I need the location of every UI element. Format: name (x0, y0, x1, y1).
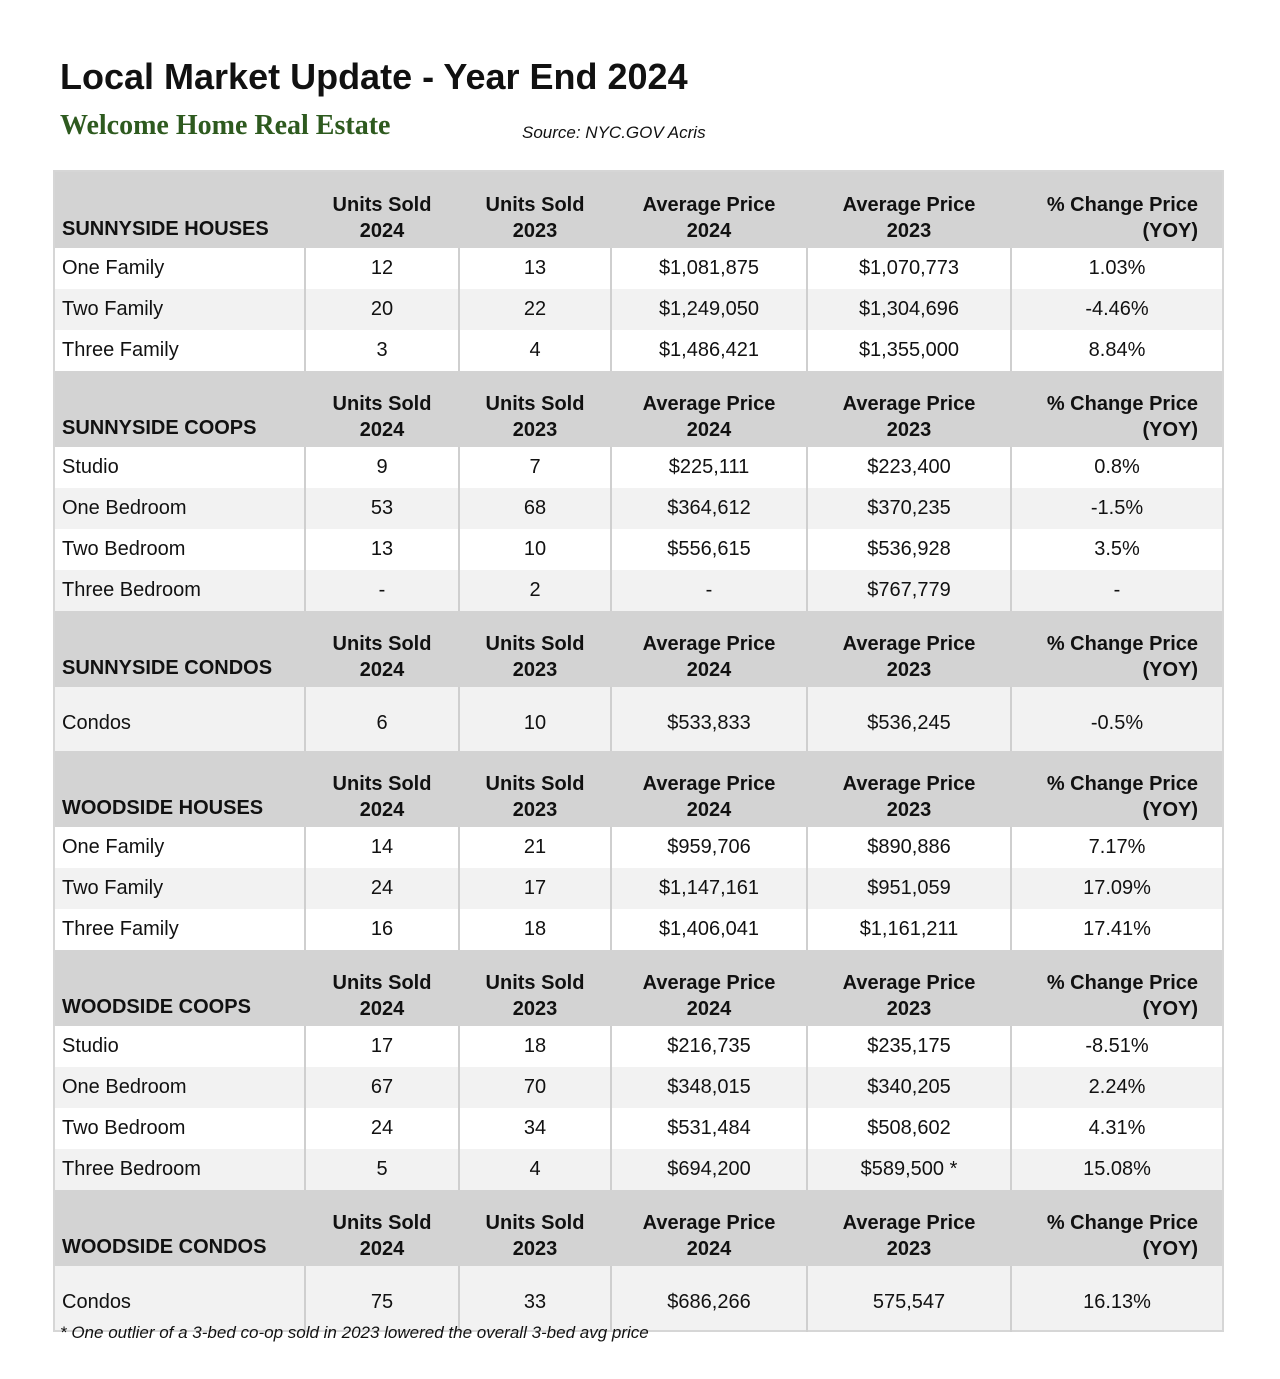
units-sold-2023: 10 (459, 529, 611, 570)
column-header-line: Units Sold (332, 633, 432, 655)
units-sold-2024: 24 (305, 868, 459, 909)
average-price-2024: - (611, 570, 807, 611)
column-header-line: Average Price (642, 393, 776, 415)
column-header-line: (YOY) (1142, 1238, 1198, 1260)
column-header-line: % Change Price (1046, 633, 1198, 655)
units-sold-2023: 10 (459, 687, 611, 751)
column-header-units-2023 (459, 950, 611, 1026)
column-header-avg-2023 (807, 751, 1011, 827)
average-price-2024: $216,735 (611, 1026, 807, 1067)
change-price-yoy: 16.13% (1011, 1266, 1223, 1331)
column-header-line: Average Price (842, 1212, 976, 1234)
average-price-2023: $223,400 (807, 447, 1011, 488)
units-sold-2024: 13 (305, 529, 459, 570)
units-sold-2023: 70 (459, 1067, 611, 1108)
column-header-line: 2024 (686, 419, 732, 441)
column-header-avg-2024 (611, 1190, 807, 1266)
change-price-yoy: 15.08% (1011, 1149, 1223, 1190)
column-header-line: (YOY) (1142, 419, 1198, 441)
section-title: WOODSIDE HOUSES (54, 751, 305, 827)
row-label: Condos (54, 687, 305, 751)
units-sold-2024: 17 (305, 1026, 459, 1067)
column-header-line: 2024 (686, 659, 732, 681)
average-price-2023: $508,602 (807, 1108, 1011, 1149)
column-header-line: % Change Price (1046, 773, 1198, 795)
change-price-yoy: 1.03% (1011, 248, 1223, 289)
units-sold-2023: 33 (459, 1266, 611, 1331)
column-header-units-2024 (305, 950, 459, 1026)
column-header-line: Units Sold (332, 773, 432, 795)
row-label: One Bedroom (54, 1067, 305, 1108)
column-header-line: 2024 (686, 1238, 732, 1260)
column-header-line: Units Sold (332, 194, 432, 216)
column-header-change (1011, 171, 1223, 248)
section-title: SUNNYSIDE HOUSES (54, 171, 305, 248)
column-header-line: Units Sold (332, 393, 432, 415)
column-header-units-2023 (459, 611, 611, 687)
table-row (54, 248, 1223, 289)
units-sold-2023: 17 (459, 868, 611, 909)
source-note: Source: NYC.GOV Acris (522, 123, 706, 142)
average-price-2024: $686,266 (611, 1266, 807, 1331)
column-header-line: 2023 (886, 998, 932, 1020)
units-sold-2024: 5 (305, 1149, 459, 1190)
units-sold-2023: 4 (459, 1149, 611, 1190)
section-header-row (54, 611, 1223, 687)
column-header-change (1011, 950, 1223, 1026)
average-price-2024: $533,833 (611, 687, 807, 751)
average-price-2023: $589,500 * (807, 1149, 1011, 1190)
change-price-yoy: 0.8% (1011, 447, 1223, 488)
section-title: SUNNYSIDE COOPS (54, 371, 305, 447)
column-header-line: Average Price (842, 773, 976, 795)
average-price-2024: $1,249,050 (611, 289, 807, 330)
column-header-line: 2024 (359, 659, 405, 681)
units-sold-2024: 24 (305, 1108, 459, 1149)
column-header-avg-2023 (807, 171, 1011, 248)
column-header-line: 2023 (886, 799, 932, 821)
column-header-line: 2024 (359, 220, 405, 242)
column-header-line: Average Price (842, 194, 976, 216)
change-price-yoy: -4.46% (1011, 289, 1223, 330)
units-sold-2024: 67 (305, 1067, 459, 1108)
column-header-line: Units Sold (485, 773, 585, 795)
average-price-2024: $1,081,875 (611, 248, 807, 289)
column-header-line: Average Price (842, 633, 976, 655)
table-row (54, 1108, 1223, 1149)
average-price-2023: $951,059 (807, 868, 1011, 909)
average-price-2023: $235,175 (807, 1026, 1011, 1067)
column-header-line: (YOY) (1142, 998, 1198, 1020)
column-header-line: % Change Price (1046, 972, 1198, 994)
row-label: One Bedroom (54, 488, 305, 529)
units-sold-2023: 34 (459, 1108, 611, 1149)
average-price-2024: $225,111 (611, 447, 807, 488)
column-header-units-2024 (305, 1190, 459, 1266)
average-price-2023: $370,235 (807, 488, 1011, 529)
change-price-yoy: -1.5% (1011, 488, 1223, 529)
section-header-row (54, 371, 1223, 447)
column-header-line: Units Sold (332, 972, 432, 994)
units-sold-2024: 16 (305, 909, 459, 950)
units-sold-2023: 18 (459, 1026, 611, 1067)
change-price-yoy: 17.41% (1011, 909, 1223, 950)
row-label: Condos (54, 1266, 305, 1331)
row-label: Two Family (54, 868, 305, 909)
average-price-2024: $556,615 (611, 529, 807, 570)
table-row (54, 529, 1223, 570)
column-header-line: % Change Price (1046, 194, 1198, 216)
units-sold-2024: 14 (305, 827, 459, 868)
column-header-line: 2023 (512, 998, 558, 1020)
column-header-avg-2023 (807, 371, 1011, 447)
column-header-line: Average Price (842, 393, 976, 415)
column-header-avg-2024 (611, 171, 807, 248)
column-header-change (1011, 611, 1223, 687)
column-header-line: 2023 (512, 799, 558, 821)
column-header-line: Average Price (642, 194, 776, 216)
change-price-yoy: 4.31% (1011, 1108, 1223, 1149)
units-sold-2023: 22 (459, 289, 611, 330)
table-row (54, 1266, 1223, 1331)
column-header-line: 2024 (359, 1238, 405, 1260)
average-price-2023: $340,205 (807, 1067, 1011, 1108)
column-header-line: 2023 (886, 1238, 932, 1260)
average-price-2023: $890,886 (807, 827, 1011, 868)
units-sold-2024: 9 (305, 447, 459, 488)
table-row (54, 909, 1223, 950)
column-header-line: Average Price (642, 633, 776, 655)
average-price-2023: $767,779 (807, 570, 1011, 611)
table-row (54, 1149, 1223, 1190)
row-label: Three Bedroom (54, 1149, 305, 1190)
column-header-avg-2024 (611, 371, 807, 447)
table-row (54, 1026, 1223, 1067)
average-price-2023: 575,547 (807, 1266, 1011, 1331)
market-table (53, 170, 1224, 1332)
column-header-line: Units Sold (485, 972, 585, 994)
column-header-line: Average Price (842, 972, 976, 994)
units-sold-2024: 6 (305, 687, 459, 751)
column-header-units-2023 (459, 171, 611, 248)
column-header-line: % Change Price (1046, 393, 1198, 415)
change-price-yoy: 3.5% (1011, 529, 1223, 570)
column-header-line: 2024 (359, 419, 405, 441)
average-price-2023: $536,928 (807, 529, 1011, 570)
units-sold-2023: 4 (459, 330, 611, 371)
column-header-line: Units Sold (485, 633, 585, 655)
units-sold-2024: 12 (305, 248, 459, 289)
row-label: One Family (54, 827, 305, 868)
table-row (54, 330, 1223, 371)
column-header-line: 2023 (512, 659, 558, 681)
column-header-line: 2023 (886, 220, 932, 242)
column-header-line: 2023 (512, 419, 558, 441)
column-header-line: Average Price (642, 773, 776, 795)
column-header-avg-2024 (611, 611, 807, 687)
units-sold-2024: 20 (305, 289, 459, 330)
average-price-2023: $1,355,000 (807, 330, 1011, 371)
row-label: Three Bedroom (54, 570, 305, 611)
column-header-change (1011, 1190, 1223, 1266)
column-header-line: (YOY) (1142, 220, 1198, 242)
average-price-2023: $1,304,696 (807, 289, 1011, 330)
column-header-line: 2024 (686, 220, 732, 242)
change-price-yoy: -8.51% (1011, 1026, 1223, 1067)
table-row (54, 289, 1223, 330)
change-price-yoy: 17.09% (1011, 868, 1223, 909)
table-row (54, 687, 1223, 751)
section-header-row (54, 1190, 1223, 1266)
column-header-line: 2024 (686, 998, 732, 1020)
average-price-2024: $531,484 (611, 1108, 807, 1149)
average-price-2024: $364,612 (611, 488, 807, 529)
column-header-units-2024 (305, 171, 459, 248)
row-label: Three Family (54, 909, 305, 950)
column-header-line: Average Price (642, 1212, 776, 1234)
footnote: * One outlier of a 3-bed co-op sold in 2023 lowered the overall 3-bed avg price (60, 1323, 649, 1342)
average-price-2023: $1,161,211 (807, 909, 1011, 950)
column-header-avg-2024 (611, 751, 807, 827)
column-header-line: Units Sold (332, 1212, 432, 1234)
table-row (54, 570, 1223, 611)
change-price-yoy: -0.5% (1011, 687, 1223, 751)
column-header-line: 2024 (686, 799, 732, 821)
brand-name: Welcome Home Real Estate (60, 110, 391, 141)
section-title: WOODSIDE CONDOS (54, 1190, 305, 1266)
units-sold-2023: 18 (459, 909, 611, 950)
column-header-line: 2023 (512, 1238, 558, 1260)
row-label: Studio (54, 447, 305, 488)
units-sold-2023: 21 (459, 827, 611, 868)
page-title: Local Market Update - Year End 2024 (60, 56, 688, 97)
column-header-line: Units Sold (485, 194, 585, 216)
column-header-avg-2023 (807, 611, 1011, 687)
column-header-units-2023 (459, 1190, 611, 1266)
units-sold-2023: 68 (459, 488, 611, 529)
column-header-line: 2023 (886, 419, 932, 441)
table-row (54, 488, 1223, 529)
column-header-line: 2023 (512, 220, 558, 242)
column-header-units-2023 (459, 371, 611, 447)
row-label: Two Bedroom (54, 529, 305, 570)
table-row (54, 868, 1223, 909)
section-header-row (54, 171, 1223, 248)
average-price-2023: $536,245 (807, 687, 1011, 751)
column-header-avg-2024 (611, 950, 807, 1026)
average-price-2023: $1,070,773 (807, 248, 1011, 289)
column-header-line: Units Sold (485, 393, 585, 415)
table-row (54, 827, 1223, 868)
units-sold-2024: - (305, 570, 459, 611)
column-header-line: % Change Price (1046, 1212, 1198, 1234)
market-table-body (54, 171, 1223, 1331)
column-header-units-2024 (305, 371, 459, 447)
row-label: Studio (54, 1026, 305, 1067)
table-row (54, 447, 1223, 488)
average-price-2024: $1,406,041 (611, 909, 807, 950)
section-header-row (54, 950, 1223, 1026)
column-header-line: Average Price (642, 972, 776, 994)
column-header-line: (YOY) (1142, 799, 1198, 821)
table-row (54, 1067, 1223, 1108)
column-header-line: Units Sold (485, 1212, 585, 1234)
section-header-row (54, 751, 1223, 827)
column-header-change (1011, 371, 1223, 447)
change-price-yoy: 2.24% (1011, 1067, 1223, 1108)
units-sold-2023: 7 (459, 447, 611, 488)
average-price-2024: $959,706 (611, 827, 807, 868)
section-title: WOODSIDE COOPS (54, 950, 305, 1026)
section-title: SUNNYSIDE CONDOS (54, 611, 305, 687)
row-label: One Family (54, 248, 305, 289)
change-price-yoy: 8.84% (1011, 330, 1223, 371)
change-price-yoy: - (1011, 570, 1223, 611)
row-label: Two Bedroom (54, 1108, 305, 1149)
column-header-line: (YOY) (1142, 659, 1198, 681)
average-price-2024: $694,200 (611, 1149, 807, 1190)
units-sold-2023: 2 (459, 570, 611, 611)
column-header-units-2024 (305, 611, 459, 687)
change-price-yoy: 7.17% (1011, 827, 1223, 868)
units-sold-2024: 53 (305, 488, 459, 529)
row-label: Three Family (54, 330, 305, 371)
column-header-line: 2024 (359, 998, 405, 1020)
column-header-units-2023 (459, 751, 611, 827)
units-sold-2024: 75 (305, 1266, 459, 1331)
column-header-change (1011, 751, 1223, 827)
column-header-units-2024 (305, 751, 459, 827)
average-price-2024: $1,147,161 (611, 868, 807, 909)
column-header-avg-2023 (807, 950, 1011, 1026)
column-header-avg-2023 (807, 1190, 1011, 1266)
average-price-2024: $1,486,421 (611, 330, 807, 371)
average-price-2024: $348,015 (611, 1067, 807, 1108)
row-label: Two Family (54, 289, 305, 330)
column-header-line: 2023 (886, 659, 932, 681)
units-sold-2024: 3 (305, 330, 459, 371)
units-sold-2023: 13 (459, 248, 611, 289)
column-header-line: 2024 (359, 799, 405, 821)
